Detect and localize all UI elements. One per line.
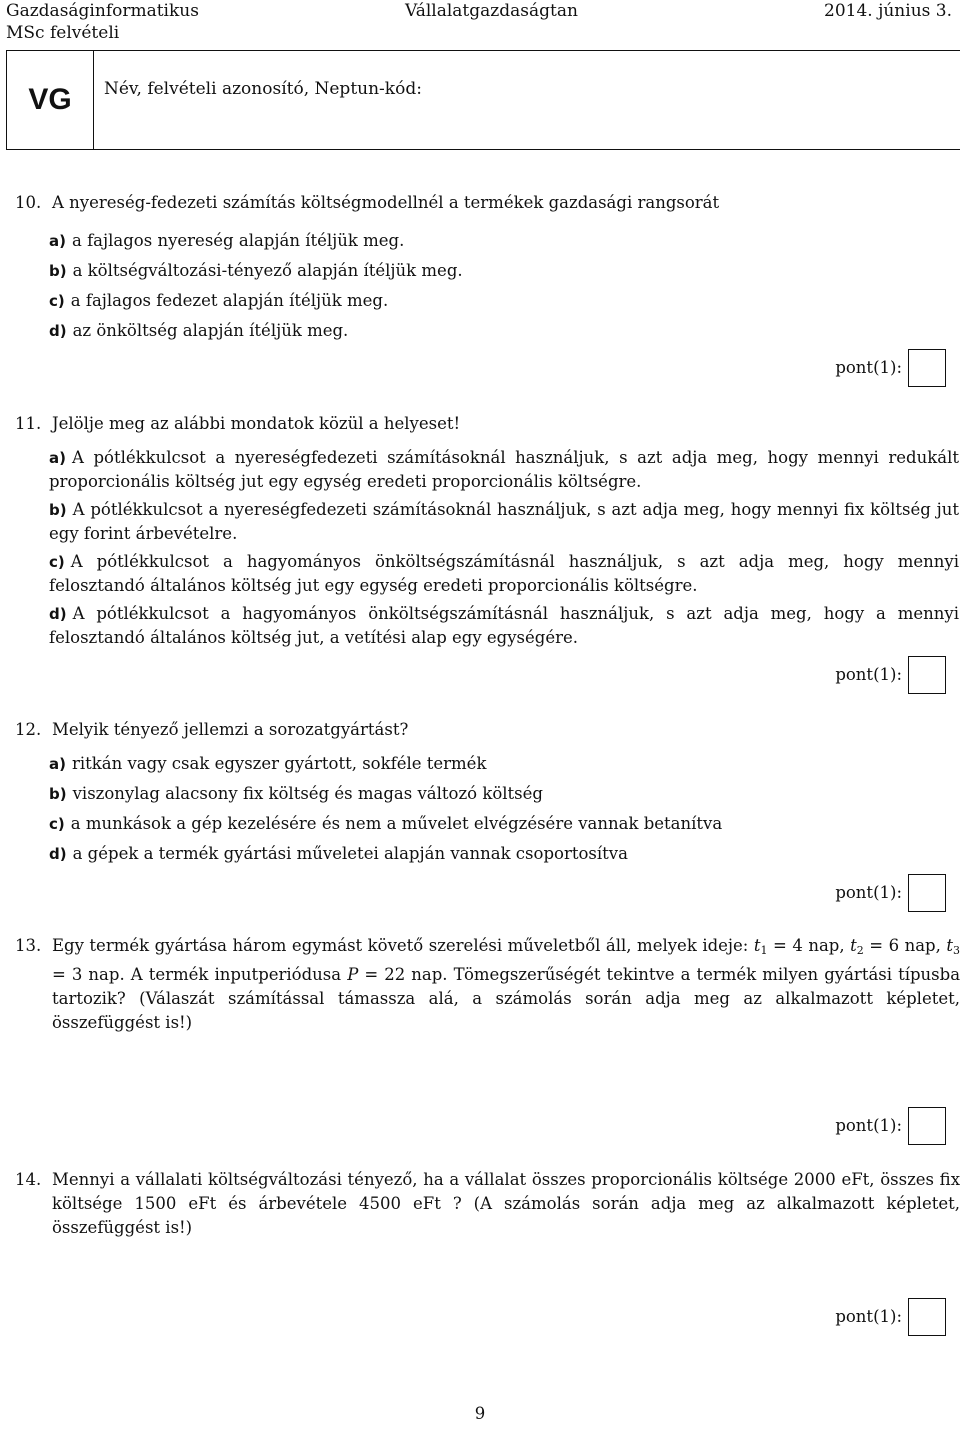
header-subject: Vállalatgazdaságtan xyxy=(405,1,578,21)
score-label: pont(1): xyxy=(835,665,902,684)
q11-option-b[interactable] xyxy=(49,498,959,546)
question-10 xyxy=(15,191,960,215)
var-t3-value: = 3 nap. xyxy=(52,965,125,984)
var-t3-sub: 3 xyxy=(952,944,960,957)
option-letter: b) xyxy=(49,785,67,803)
var-t1-value: = 4 nap, xyxy=(767,936,851,955)
header-date: 2014. június 3. xyxy=(824,1,952,21)
option-letter: a) xyxy=(49,755,66,773)
option-letter: d) xyxy=(49,845,67,863)
var-t2-sub: 2 xyxy=(856,944,864,957)
q11-option-c[interactable] xyxy=(49,550,959,598)
option-text: A pótlékkulcsot a hagyományos önköltségszámításnál használjuk, s azt adja meg, hogy mennyi felosztandó általános költség jut egy egység eredeti proporcionális költségre. xyxy=(49,552,959,595)
score-q13 xyxy=(835,1107,946,1145)
q11-option-d[interactable] xyxy=(49,602,959,650)
question-text: Jelölje meg az alábbi mondatok közül a helyeset! xyxy=(52,414,461,433)
option-letter: d) xyxy=(49,322,67,340)
page-number: 9 xyxy=(474,1404,486,1423)
q12-option-a[interactable] xyxy=(49,752,959,776)
option-text: A pótlékkulcsot a nyereségfedezeti számításoknál használjuk, s azt adja meg, hogy mennyi redukált proporcionális költség jut egy egység eredeti proporcionális költségre. xyxy=(49,448,959,491)
option-letter: b) xyxy=(49,262,67,280)
header-program xyxy=(6,0,199,44)
option-text: viszonylag alacsony fix költség és magas változó költség xyxy=(72,784,543,803)
score-label: pont(1): xyxy=(835,1307,902,1326)
var-t1-sub: 1 xyxy=(760,944,768,957)
option-text: a költségváltozási-tényező alapján ítéljük meg. xyxy=(72,261,463,280)
question-11 xyxy=(15,412,960,436)
option-letter: a) xyxy=(49,449,66,467)
question-text xyxy=(52,934,960,1035)
q10-option-c[interactable] xyxy=(49,289,959,313)
option-letter: b) xyxy=(49,501,67,519)
var-t2-value: = 6 nap, xyxy=(863,936,947,955)
option-letter: c) xyxy=(49,553,65,571)
score-label: pont(1): xyxy=(835,358,902,377)
q10-option-d[interactable] xyxy=(49,319,959,343)
id-box xyxy=(6,50,960,150)
question-number: 10. xyxy=(15,193,42,212)
option-text: A pótlékkulcsot a nyereségfedezeti számításoknál használjuk, s azt adja meg, hogy mennyi fix költség jut egy forint árbevételre. xyxy=(49,500,959,543)
q13-part1: Egy termék gyártása három egymást követő szerelési műveletből áll, melyek ideje: xyxy=(52,936,749,955)
option-letter: c) xyxy=(49,292,65,310)
question-number: 12. xyxy=(15,720,42,739)
q10-option-b[interactable] xyxy=(49,259,959,283)
q13-part3: Tömegszerűségét tekintve a termék milyen gyártási típusba tartozik? (Válaszát számítással támassza alá, a számolás során adja meg az alkalmazott képletet, összefüggést is!) xyxy=(52,965,960,1032)
header-program-line1: Gazdaságinformatikus xyxy=(6,1,199,21)
question-number: 14. xyxy=(15,1170,42,1189)
question-text: Mennyi a vállalati költségváltozási tényező, ha a vállalat összes proporcionális költsége 2000 eFt, összes fix költsége 1500 eFt és árbevétele 4500 eFt ? (A számolás során adja meg az alkalmazott képletet, összefüggést is!) xyxy=(52,1170,960,1237)
score-q11 xyxy=(835,656,946,694)
id-label[interactable]: Név, felvételi azonosító, Neptun-kód: xyxy=(104,79,422,99)
header-program-line2: MSc felvételi xyxy=(6,23,120,43)
question-text: Melyik tényező jellemzi a sorozatgyártást? xyxy=(52,720,409,739)
var-t3: t xyxy=(946,936,953,955)
option-text: ritkán vagy csak egyszer gyártott, sokféle termék xyxy=(71,754,487,773)
score-box[interactable] xyxy=(908,656,946,694)
question-12 xyxy=(15,718,960,742)
q12-option-b[interactable] xyxy=(49,782,959,806)
var-p-value: = 22 nap. xyxy=(358,965,448,984)
var-p: P xyxy=(347,965,359,984)
option-text: A pótlékkulcsot a hagyományos önköltségszámításnál használjuk, s azt adja meg, hogy a mennyi felosztandó általános költség jut, a vetítési alap egy egységére. xyxy=(49,604,959,647)
option-letter: c) xyxy=(49,815,65,833)
q13-part2: A termék inputperiódusa xyxy=(130,965,342,984)
question-14 xyxy=(15,1168,960,1240)
q10-option-a[interactable] xyxy=(49,229,959,253)
q12-option-c[interactable] xyxy=(49,812,959,836)
option-text: a fajlagos nyereség alapján ítéljük meg. xyxy=(71,231,405,250)
option-text: a gépek a termék gyártási műveletei alapján vannak csoportosítva xyxy=(72,844,628,863)
score-q10 xyxy=(835,349,946,387)
option-letter: d) xyxy=(49,605,67,623)
option-text: a fajlagos fedezet alapján ítéljük meg. xyxy=(70,291,389,310)
score-box[interactable] xyxy=(908,349,946,387)
var-t2: t xyxy=(850,936,857,955)
question-text: A nyereség-fedezeti számítás költségmodellnél a termékek gazdasági rangsorát xyxy=(52,193,720,212)
question-number: 13. xyxy=(15,936,42,955)
option-letter: a) xyxy=(49,232,66,250)
question-number: 11. xyxy=(15,414,42,433)
var-t1: t xyxy=(753,936,761,955)
exam-code: VG xyxy=(7,51,94,149)
score-box[interactable] xyxy=(908,1298,946,1336)
score-q14 xyxy=(835,1298,946,1336)
score-q12 xyxy=(835,874,946,912)
question-13 xyxy=(15,934,960,1035)
score-label: pont(1): xyxy=(835,1116,902,1135)
score-box[interactable] xyxy=(908,1107,946,1145)
option-text: a munkások a gép kezelésére és nem a művelet elvégzésére vannak betanítva xyxy=(70,814,723,833)
option-text: az önköltség alapján ítéljük meg. xyxy=(72,321,349,340)
score-box[interactable] xyxy=(908,874,946,912)
q12-option-d[interactable] xyxy=(49,842,959,866)
q11-option-a[interactable] xyxy=(49,446,959,494)
score-label: pont(1): xyxy=(835,883,902,902)
